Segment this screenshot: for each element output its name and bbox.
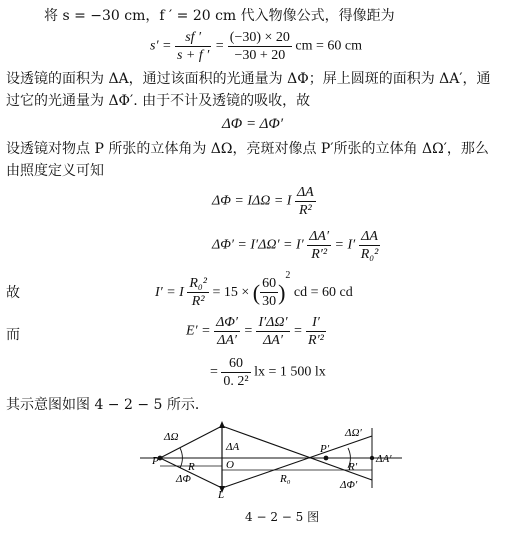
eq6-equals-1: = [243,323,253,339]
eq6-f1-num: ΔΦ′ [216,315,238,330]
equation-intensity [155,270,353,310]
screen-center-dot [370,456,374,460]
eq1-fraction-1 [175,29,211,64]
eq1-f1-den: s + f ′ [176,48,210,63]
eq3-den: R² [298,203,312,218]
eq1-f2-den: −30 + 20 [234,48,286,63]
label-dOmega-prime: ΔΩ′ [345,427,362,439]
equation-illuminance [186,314,326,349]
eq5-mid: = 15 × [212,285,250,300]
eq7-den: 0. 2² [223,374,249,389]
optics-diagram [140,418,410,498]
label-dA-prime: ΔA′ [376,453,392,465]
eq5-rhs: cd = 60 cd [293,285,353,300]
label-L: L [218,489,225,498]
eq5-f2-num: 60 [262,276,277,292]
eq1-f1-num: sf ′ [175,29,211,47]
eq4-fraction-1 [307,228,331,263]
eq6-fraction-3 [306,314,326,349]
eq5-f1-den: R² [191,294,205,310]
eq4-f2-num: ΔA [359,228,381,246]
eq6-f2-num: I′ΔΩ′ [258,315,288,330]
text-line-1: 将 s = −30 cm，f ′ = 20 cm 代入物像公式，得像距为 [44,8,395,24]
eq1-f2-num: (−30) × 20 [229,30,290,45]
equation-flux-prime [212,228,380,263]
eq4-f2-den: R₀² [360,247,379,262]
eq6-lhs: E′ = [186,323,211,339]
text-line-last: 其示意图如图 4 − 2 − 5 所示． [6,397,209,413]
equation-flux [212,184,316,219]
point-Pprime [324,456,329,461]
eq6-fraction-2 [256,314,289,349]
label-Rprime: R′ [348,461,358,473]
eq5-exponent: 2 [285,270,291,281]
text-line-7: 由照度定义可知 [6,163,104,179]
label-dPhi: ΔΦ [176,473,191,485]
eq5-f2-den: 30 [262,294,277,310]
eq7-num: 60 [221,355,250,373]
text-line-3: 设透镜的面积为 ΔA，通过该面积的光通量为 ΔΦ；屏上圆斑的面积为 ΔA′，通 [6,71,491,87]
eq6-equals-2: = [293,323,303,339]
word-gu: 故 [6,285,20,301]
eq6-fraction-1 [214,314,240,349]
eq6-f1-den: ΔA′ [217,333,237,348]
eq7-fraction [221,355,250,390]
eq1-rhs: cm = 60 cm [295,38,363,54]
label-dA: ΔA [226,441,240,453]
eq3-fraction [295,184,316,219]
eq4-mid: = I′ [334,237,356,253]
eq1-fraction-2 [228,29,292,64]
eq7-equals: = [210,364,218,380]
eq4-f1-num: ΔA′ [309,229,330,244]
eq5-fraction-2 [260,275,278,310]
eq6-f3-num: I′ [306,314,326,332]
label-R: R [188,461,195,473]
eq5-fraction-1 [187,275,209,310]
eq1-lhs: s′ = [150,38,172,54]
eq1-equals: = [214,38,225,54]
eq6-f2-den: ΔA′ [263,333,283,348]
label-R0: R₀ [280,473,291,485]
eq4-fraction-2 [359,228,381,263]
equation-result [210,355,326,390]
eq4-f1-den: R′² [311,247,328,262]
equation-flux-equal: ΔΦ = ΔΦ′ [222,116,284,132]
eq5-f1-num: R₀² [189,276,207,292]
eq7-rhs: lx = 1 500 lx [254,364,326,380]
text-line-6: 设透镜对物点 P 所张的立体角为 ΔΩ，亮斑对像点 P′所张的立体角 ΔΩ′，那么 [6,141,489,157]
figure-caption: 4 − 2 − 5 图 [245,510,320,524]
eq3-lhs: ΔΦ = IΔΩ = I [212,193,292,209]
eq5-paren-open: ( [252,279,261,305]
label-O: O [226,459,234,471]
label-dOmega: ΔΩ [164,431,179,443]
eq3-num: ΔA [296,185,314,200]
eq5-paren-close: ) [278,279,286,305]
equation-image-distance [150,29,362,64]
text-line-4: 过它的光通量为 ΔΦ′. 由于不计及透镜的吸收，故 [6,93,311,109]
eq4-lhs: ΔΦ′ = I′ΔΩ′ = I′ [212,237,304,253]
label-dPhi-prime: ΔΦ′ [340,479,358,491]
eq6-f3-den: R′² [308,333,324,348]
eq5-lhs: I′ = I [155,285,184,300]
word-er: 而 [6,327,20,343]
label-P: P [152,455,159,467]
label-Pprime: P′ [320,443,330,455]
